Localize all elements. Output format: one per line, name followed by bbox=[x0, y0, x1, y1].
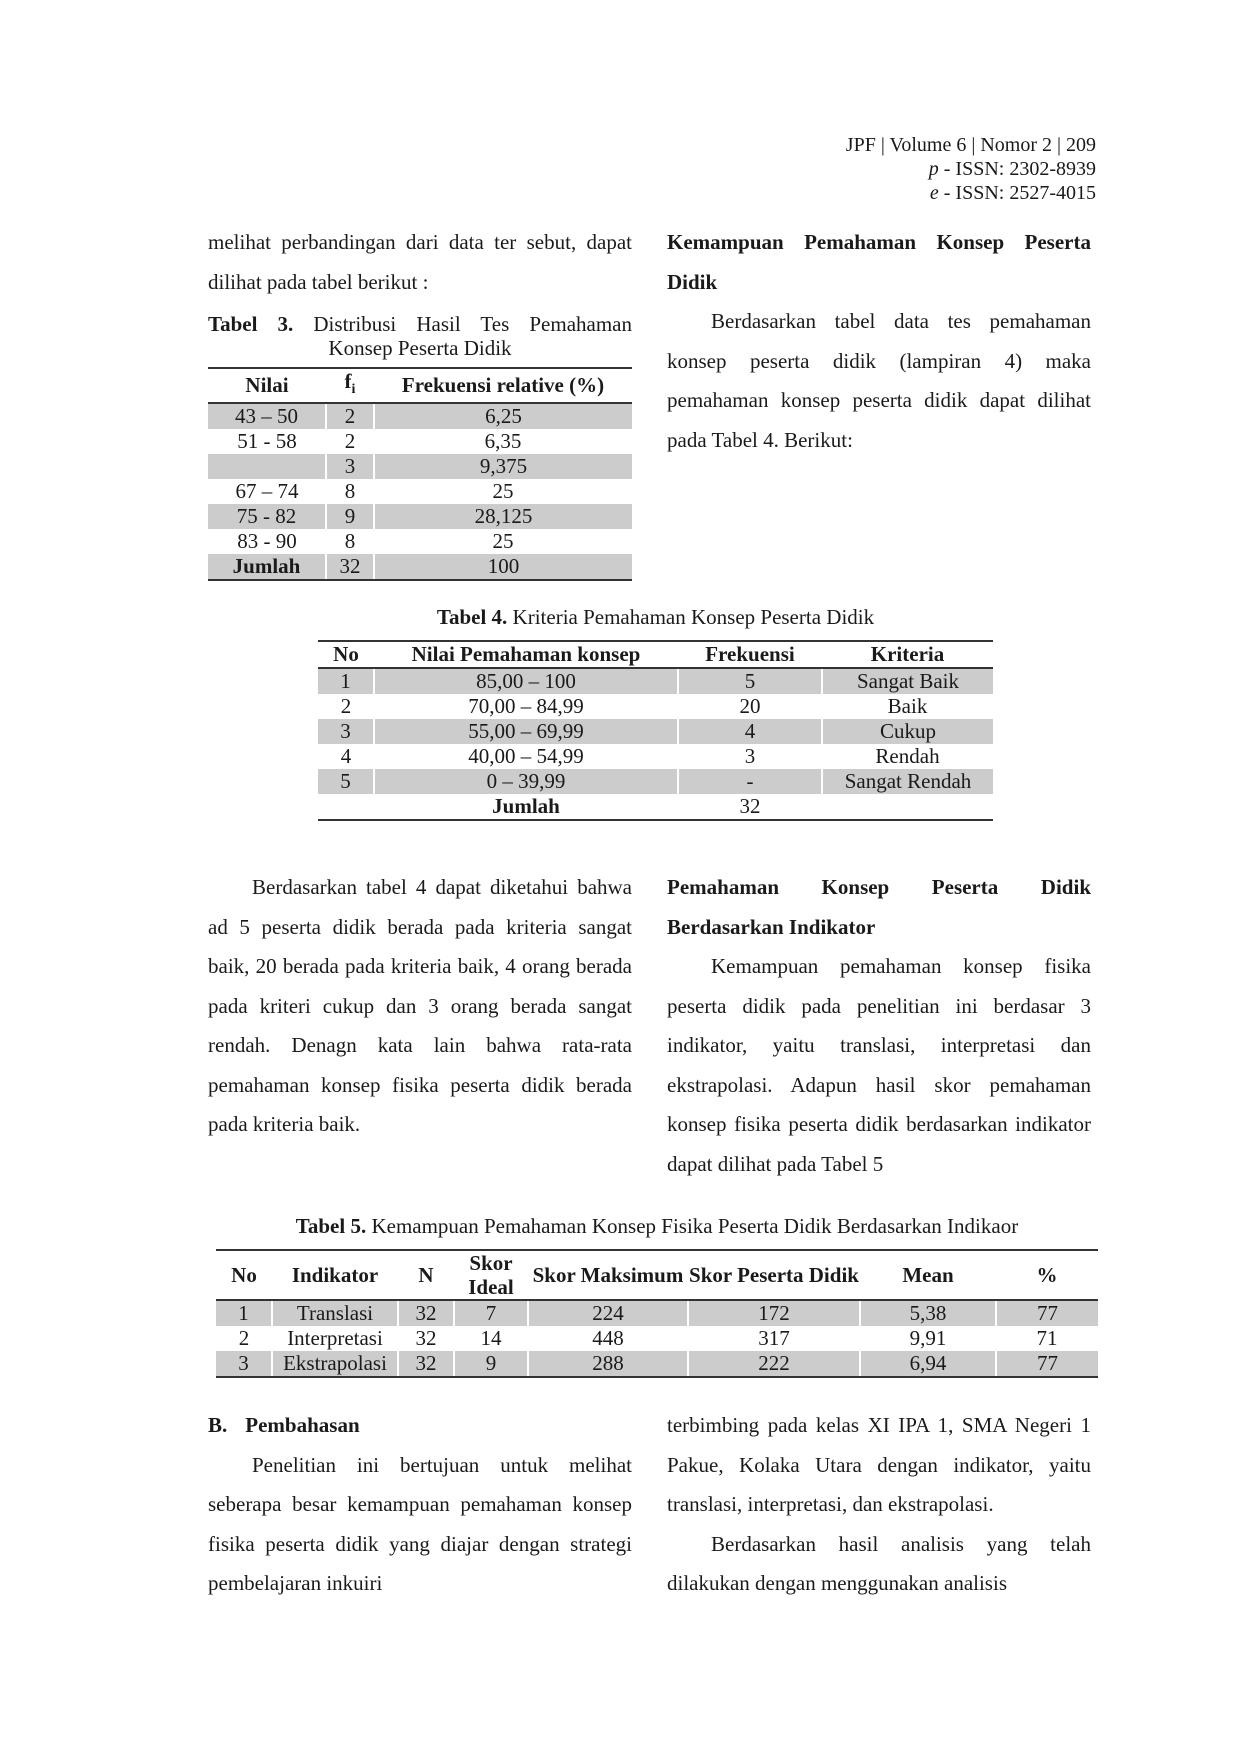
table4-total-row: Jumlah 32 bbox=[318, 794, 993, 820]
table-row: 3 55,00 – 69,99 4 Cukup bbox=[318, 719, 993, 744]
section-heading: Kemampuan Pemahaman Konsep Peserta Didik bbox=[667, 230, 1091, 294]
table3-col-fi: $f_i$ bbox=[326, 368, 374, 403]
table-row: 2 70,00 – 84,99 20 Baik bbox=[340, 694, 928, 718]
section-heading: Pemahaman Konsep Peserta Didik Berdasarkan Indikator bbox=[667, 875, 1091, 939]
table3 bbox=[208, 367, 632, 581]
paragraph: terbimbing pada kelas XI IPA 1, SMA Negeri 1 Pakue, Kolaka Utara dengan indikator, yaitu translasi, interpretasi, dan ekstrapolasi. bbox=[667, 1413, 1091, 1516]
table-row: 75 - 82 9 28,125 bbox=[208, 504, 632, 529]
section-heading: B. Pembahasan bbox=[208, 1413, 360, 1437]
table-row: 51 - 58 2 6,35 bbox=[237, 429, 522, 454]
table-row: 3 9,375 bbox=[208, 454, 632, 479]
right-top-section bbox=[667, 223, 1091, 460]
table-row: 3 Ekstrapolasi 32 9 288 222 6,94 77 bbox=[216, 1351, 1098, 1377]
table3-header-row bbox=[208, 368, 632, 403]
online-issn-line: e - ISSN: 2527-4015 bbox=[929, 182, 1096, 204]
paragraph: Berdasarkan tabel data tes pemahaman konsep peserta didik (lampiran 4) maka pemahaman konsep peserta didik dapat dilihat pada Tabel 4. Berikut: bbox=[667, 309, 1091, 452]
table-row: 1 85,00 – 100 5 Sangat Baik bbox=[318, 668, 993, 694]
left-top-text: melihat perbandingan dari data ter sebut, dapat dilihat pada tabel berikut : bbox=[208, 230, 632, 294]
table3-total-row: Jumlah 32 100 bbox=[208, 554, 632, 580]
table4-caption: Tabel 4. Kriteria Pemahaman Konsep Peserta Didik bbox=[436, 605, 875, 629]
table-row: 67 – 74 8 25 bbox=[235, 479, 514, 504]
table5-header-row: No Indikator N Skor Ideal Skor Maksimum Skor Peserta Didik Mean % bbox=[216, 1250, 1098, 1300]
journal-volume-line: JPF | Volume 6 | Nomor 2 | 209 bbox=[845, 134, 1096, 156]
table3-col-frekuensi: Frekuensi relative (%) bbox=[374, 368, 632, 403]
right-bottom-section bbox=[667, 1406, 1091, 1604]
table-row: 83 - 90 8 25 bbox=[237, 529, 514, 554]
print-issn-line: p - ISSN: 2302-8939 bbox=[928, 158, 1096, 180]
paragraph: Berdasarkan hasil analisis yang telah dilakukan dengan menggunakan analisis bbox=[667, 1531, 1091, 1595]
table-row: 4 40,00 – 54,99 3 Rendah bbox=[340, 744, 940, 768]
table-row: 43 – 50 2 6,25 bbox=[208, 403, 632, 429]
left-bottom-section bbox=[208, 1406, 632, 1604]
paragraph: Berdasarkan tabel 4 dapat diketahui bahwa ad 5 peserta didik berada pada kriteria sangat baik, 20 berada pada kriteria baik, 4 orang berada pada kriteri cukup dan 3 orang berada sangat rendah. Denagn kata lain bahwa rata-rata pemahaman konsep fisika peserta didik berada pada kriteria baik. bbox=[208, 875, 632, 1136]
table-row: 2 Interpretasi 32 14 448 317 9,91 71 bbox=[238, 1326, 1058, 1350]
paragraph: Kemampuan pemahaman konsep fisika peserta didik pada penelitian ini berdasar 3 indikator, yaitu translasi, interpretasi dan ekstrapolasi. Adapun hasil skor pemahaman konsep fisika peserta didik berdasarkan indikator dapat dilihat pada Tabel 5 bbox=[667, 954, 1091, 1176]
table3-col-nilai: Nilai bbox=[208, 368, 326, 403]
table3-caption: Tabel 3. Distribusi Hasil Tes Pemahaman Konsep Peserta Didik bbox=[208, 312, 632, 360]
table4 bbox=[318, 640, 993, 821]
table-row: 1 Translasi 32 7 224 172 5,38 77 bbox=[216, 1300, 1098, 1326]
table5-caption: Tabel 5. Kemampuan Pemahaman Konsep Fisika Peserta Didik Berdasarkan Indikaor bbox=[295, 1214, 1019, 1238]
table4-header-row: No Nilai Pemahaman konsep Frekuensi Kriteria bbox=[318, 641, 993, 668]
left-mid-section bbox=[208, 868, 632, 1145]
running-header bbox=[846, 133, 1096, 205]
table-row: 5 0 – 39,99 - Sangat Rendah bbox=[318, 769, 993, 794]
paragraph: Penelitian ini bertujuan untuk melihat seberapa besar kemampuan pemahaman konsep fisika peserta didik yang diajar dengan strategi pembelajaran inkuiri bbox=[208, 1452, 632, 1595]
table5 bbox=[216, 1249, 1098, 1378]
right-mid-section bbox=[667, 868, 1091, 1184]
